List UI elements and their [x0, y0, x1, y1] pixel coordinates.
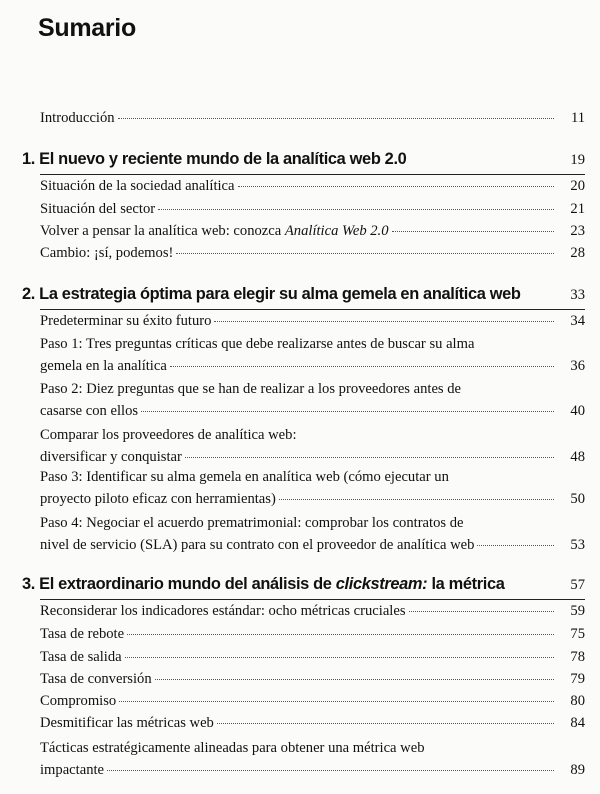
toc-entry-title: Predeterminar su éxito futuro [40, 313, 212, 329]
page-title: Sumario [38, 14, 136, 42]
toc-entry-title-cont: nivel de servicio (SLA) para su contrato con el proveedor de analítica web [40, 537, 475, 553]
toc-entry[interactable] [40, 690, 585, 712]
toc-entry-title: Tasa de salida [40, 649, 122, 665]
toc-entry[interactable] [40, 623, 585, 645]
toc-entry-page: 48 [570, 449, 585, 465]
toc-entry-page: 59 [570, 603, 585, 619]
toc-entry-title: Comparar los proveedores de analítica web: [40, 427, 297, 443]
toc-entry-page: 40 [570, 403, 585, 419]
toc-entry-page: 84 [570, 715, 585, 731]
dot-leader [118, 118, 554, 119]
toc-entry[interactable] [40, 466, 585, 510]
toc-entry-title: Cambio: ¡sí, podemos! [40, 245, 174, 261]
toc-entry-title: Paso 4: Negociar el acuerdo prematrimonial: comprobar los contratos de [40, 515, 464, 531]
dot-leader [176, 253, 554, 254]
dot-leader [119, 701, 554, 702]
toc-entry[interactable] [40, 198, 585, 220]
chapter-heading-1[interactable] [22, 150, 585, 176]
dot-leader [158, 209, 554, 210]
dot-leader [217, 723, 554, 724]
toc-entry-page: 20 [570, 178, 585, 194]
dot-leader [155, 679, 554, 680]
toc-entry-title-cont: casarse con ellos [40, 403, 139, 419]
toc-entry-page: 28 [570, 245, 585, 261]
dot-leader [107, 770, 554, 771]
dot-leader [392, 231, 554, 232]
dot-leader [141, 411, 554, 412]
toc-entry-title-cont: impactante [40, 762, 105, 778]
toc-entry-page: 80 [570, 693, 585, 709]
toc-entry[interactable] [40, 668, 585, 690]
chapter-heading-2[interactable] [22, 285, 585, 311]
toc-entry-page: 53 [570, 537, 585, 553]
toc-entry-introduccion[interactable] [40, 107, 585, 129]
toc-entry[interactable] [40, 646, 585, 668]
toc-entry-title: Paso 1: Tres preguntas críticas que debe realizarse antes de buscar su alma [40, 336, 475, 352]
toc-entry[interactable] [40, 220, 585, 242]
dot-leader [125, 657, 554, 658]
toc-entry[interactable] [40, 600, 585, 622]
toc-entry-title: Desmitificar las métricas web [40, 715, 214, 731]
toc-entry[interactable] [40, 333, 585, 377]
toc-entry[interactable] [40, 378, 585, 422]
toc-entry-title-cont: gemela en la analítica [40, 358, 167, 374]
chapter-title-emphasis: clickstream: [335, 575, 428, 593]
toc-entry-page: 36 [570, 358, 585, 374]
toc-entry-title: Paso 3: Identificar su alma gemela en analítica web (cómo ejecutar un [40, 469, 449, 485]
dot-leader [409, 611, 554, 612]
dot-leader [238, 186, 554, 187]
entry-title-emphasis: Analítica Web 2.0 [284, 223, 389, 239]
chapter-page: 57 [570, 577, 585, 593]
chapter-title: 3. El extraordinario mundo del análisis de clickstream: la métrica [22, 575, 505, 593]
toc-entry-line [40, 107, 585, 129]
toc-entry[interactable] [40, 175, 585, 197]
chapter-page: 33 [570, 287, 585, 303]
chapter-page: 19 [570, 152, 585, 168]
chapter-title: 2. La estrategia óptima para elegir su alma gemela en analítica web [22, 285, 521, 303]
toc-entry-title: Reconsiderar los indicadores estándar: ocho métricas cruciales [40, 603, 406, 619]
dot-leader [170, 366, 554, 367]
toc-entry-title-cont: proyecto piloto eficaz con herramientas) [40, 491, 276, 507]
toc-entry-page: 34 [570, 313, 585, 329]
toc-entry-page: 79 [570, 671, 585, 687]
toc-entry[interactable] [40, 310, 585, 332]
toc-entry-title: Situación de la sociedad analítica [40, 178, 235, 194]
dot-leader [477, 545, 554, 546]
toc-entry[interactable] [40, 737, 585, 781]
toc-entry-title: Tasa de conversión [40, 671, 152, 687]
toc-entry[interactable] [40, 242, 585, 264]
toc-entry[interactable] [40, 424, 585, 468]
toc-entry-title: Paso 2: Diez preguntas que se han de realizar a los proveedores antes de [40, 381, 462, 397]
dot-leader [185, 457, 554, 458]
toc-entry-title: Volver a pensar la analítica web: conozca Analítica Web 2.0 [40, 223, 389, 239]
toc-entry-title: Introducción [40, 110, 115, 126]
toc-entry-page: 50 [570, 491, 585, 507]
toc-entry-title: Tasa de rebote [40, 626, 125, 642]
dot-leader [214, 321, 554, 322]
chapter-title: 1. El nuevo y reciente mundo de la analítica web 2.0 [22, 150, 407, 168]
dot-leader [279, 499, 554, 500]
chapter-heading-3[interactable] [22, 575, 585, 601]
toc-entry-title: Situación del sector [40, 201, 156, 217]
toc-entry-title-cont: diversificar y conquistar [40, 449, 182, 465]
toc-entry-page: 75 [570, 626, 585, 642]
toc-entry-page: 89 [570, 762, 585, 778]
toc-entry-title: Compromiso [40, 693, 117, 709]
toc-entry-title: Tácticas estratégicamente alineadas para obtener una métrica web [40, 740, 425, 756]
toc-entry-page: 23 [570, 223, 585, 239]
toc-entry-page: 21 [570, 201, 585, 217]
toc-entry[interactable] [40, 712, 585, 734]
toc-entry-page: 78 [570, 649, 585, 665]
dot-leader [127, 634, 554, 635]
toc-entry-page: 11 [570, 110, 585, 126]
toc-entry[interactable] [40, 512, 585, 556]
